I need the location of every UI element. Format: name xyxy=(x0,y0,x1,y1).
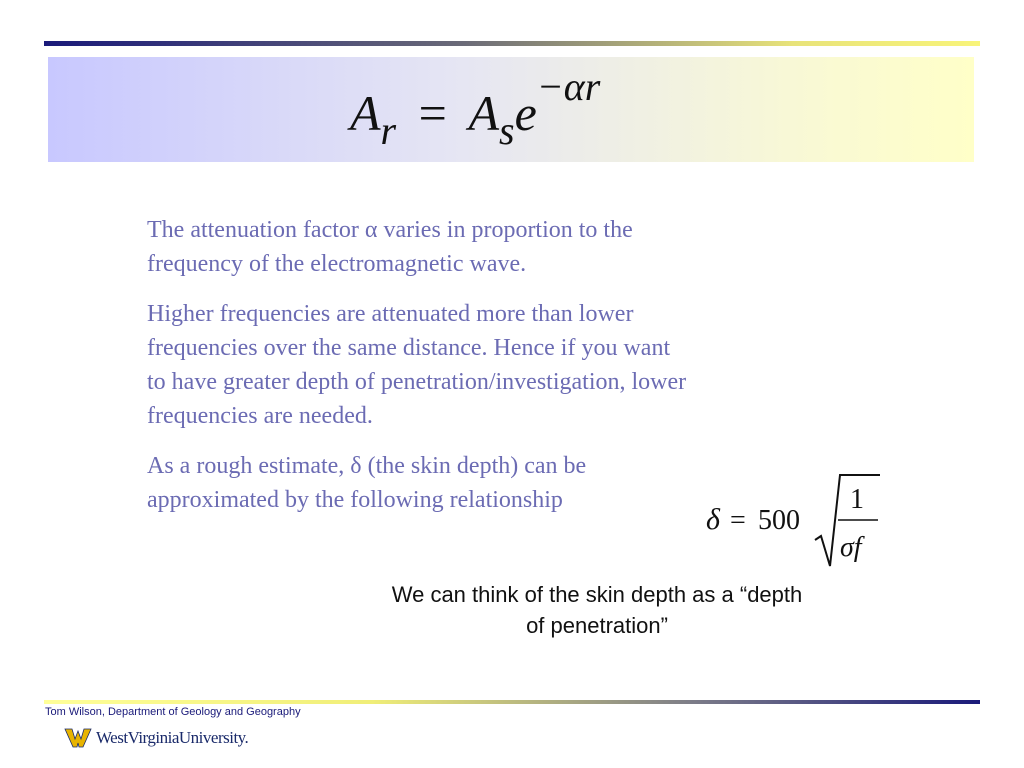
bottom-rule xyxy=(44,700,980,704)
skin-depth-equation xyxy=(700,470,900,570)
skin-equals: = xyxy=(730,505,746,536)
wvu-logo-text: WestVirginiaUniversity. xyxy=(96,728,249,747)
skin-delta: δ xyxy=(706,503,720,536)
skin-denominator: σf xyxy=(840,532,862,563)
top-rule xyxy=(44,41,980,46)
eq-exponent: −αr xyxy=(536,64,601,109)
paragraph-skin-depth: As a rough estimate, δ (the skin depth) can be approximated by the following relationship xyxy=(147,453,587,513)
penetration-note: We can think of the skin depth as a “depth of penetration” xyxy=(391,582,803,638)
eq-rhs-sub: s xyxy=(498,108,515,153)
eq-rhs-base: e xyxy=(514,85,537,141)
eq-lhs-symbol: A xyxy=(350,85,381,141)
footer-credit: Tom Wilson, Department of Geology and Geography xyxy=(45,706,301,718)
eq-rhs-symbol: A xyxy=(468,85,499,141)
wvu-logo xyxy=(64,722,248,754)
eq-equals: = xyxy=(418,85,447,141)
wvu-flying-wv-icon xyxy=(64,726,92,750)
skin-numerator: 1 xyxy=(850,484,864,515)
eq-lhs-sub: r xyxy=(380,108,397,153)
body-text xyxy=(147,213,687,533)
attenuation-equation xyxy=(350,64,601,164)
skin-coefficient: 500 xyxy=(758,505,800,536)
paragraph-frequencies: Higher frequencies are attenuated more than lower frequencies over the same distance. Hence if you want to have greater depth of penetration/investigation, lower frequencies are needed. xyxy=(147,301,687,429)
paragraph-attenuation: The attenuation factor α varies in proportion to the frequency of the electromagnetic wave. xyxy=(147,217,633,277)
